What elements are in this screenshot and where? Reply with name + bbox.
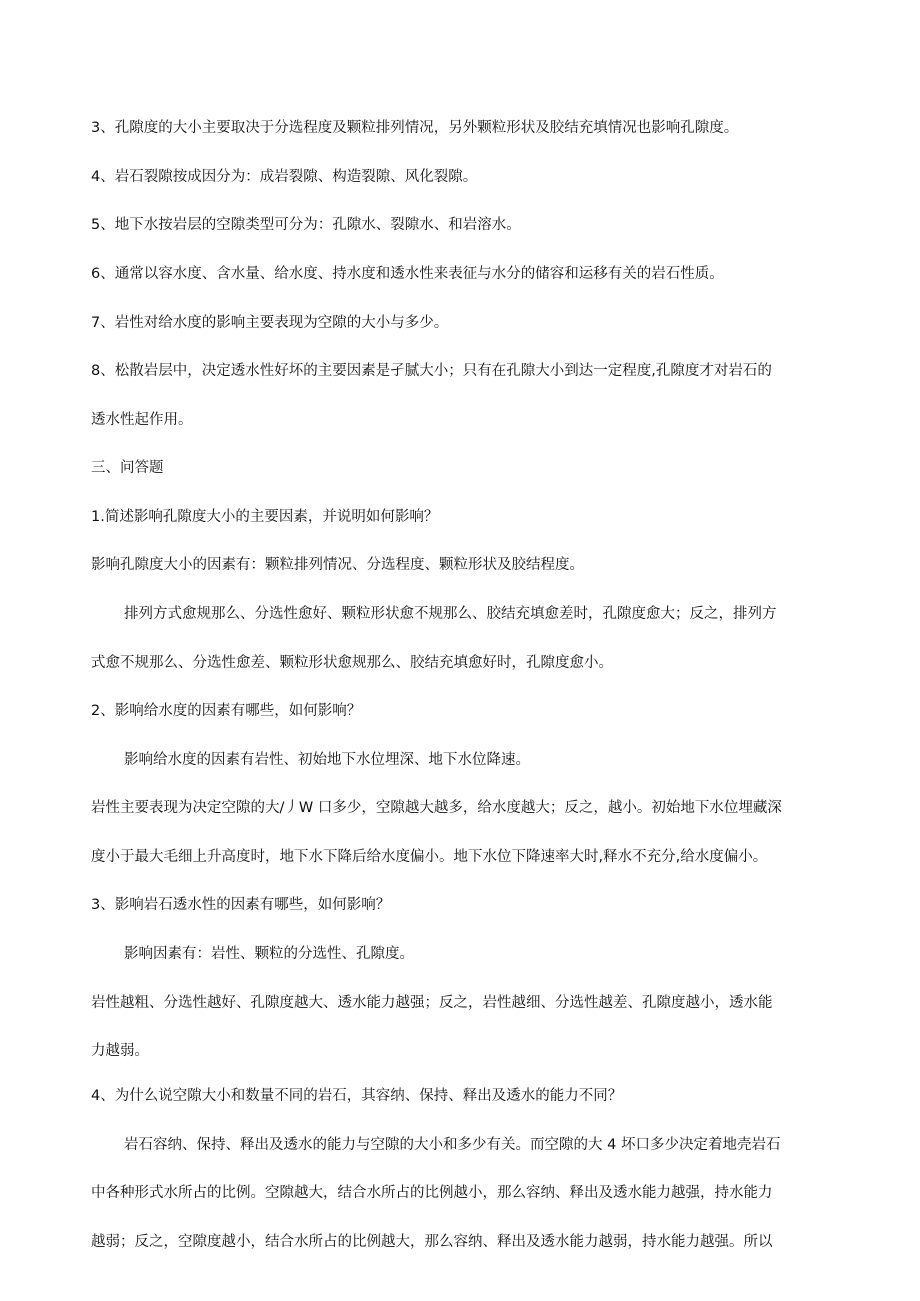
answer-4-detail-continued: 中各种形式水所占的比例。空隙越大，结合水所占的比例越小，那么容纳、释出及透水能力越强，持水能力 — [91, 1185, 773, 1201]
answer-1-detail-continued: 式愈不规那么、分选性愈差、颗粒形状愈规那么、胶结充填愈好时，孔隙度愈小。 — [91, 655, 613, 671]
paragraph-item-4: 4、岩石裂隙按成因分为：成岩裂隙、构造裂隙、风化裂隙。 — [91, 169, 478, 185]
question-4: 4、为什么说空隙大小和数量不同的岩石，其容纳、保持、释出及透水的能力不同？ — [91, 1088, 623, 1104]
question-2: 2、影响给水度的因素有哪些，如何影响？ — [91, 703, 362, 719]
answer-4-detail-continued-2: 越弱；反之，空隙度越小，结合水所占的比例越大，那么容纳、释出及透水能力越弱，持水能力越强。所以 — [91, 1234, 773, 1250]
paragraph-item-8-continued: 透水性起作用。 — [91, 412, 193, 428]
answer-2-summary: 影响给水度的因素有岩性、初始地下水位埋深、地下水位降速。 — [124, 752, 530, 768]
paragraph-item-3: 3、孔隙度的大小主要取决于分选程度及颗粒排列情况，另外颗粒形状及胶结充填情况也影响孔隙度。 — [91, 120, 739, 136]
section-heading: 三、问答题 — [91, 460, 164, 476]
question-3: 3、影响岩石透水性的因素有哪些，如何影响？ — [91, 897, 391, 913]
paragraph-item-6: 6、通常以容水度、含水量、给水度、持水度和透水性来表征与水分的储容和运移有关的岩石性质。 — [91, 266, 724, 282]
paragraph-item-8: 8、松散岩层中，决定透水性好坏的主要因素是孑腻大小；只有在孔隙大小到达一定程度,孔隙度才对岩石的 — [91, 363, 772, 379]
answer-3-summary: 影响因素有：岩性、颗粒的分选性、孔隙度。 — [124, 946, 414, 962]
paragraph-item-5: 5、地下水按岩层的空隙类型可分为：孔隙水、裂隙水、和岩溶水。 — [91, 217, 521, 233]
answer-2-detail-continued: 度小于最大毛细上升高度时，地下水下降后给水度偏小。地下水位下降速率大时,释水不充分,给水度偏小。 — [91, 849, 768, 865]
question-1: 1.简述影响孔隙度大小的主要因素，并说明如何影响？ — [91, 509, 439, 525]
answer-3-detail-continued: 力越弱。 — [91, 1043, 149, 1059]
answer-1-detail: 排列方式愈规那么、分选性愈好、颗粒形状愈不规那么、胶结充填愈差时，孔隙度愈大；反之，排列方 — [124, 606, 777, 622]
answer-2-detail: 岩性主要表现为决定空隙的大/丿W 口多少，空隙越大越多，给水度越大；反之，越小。初始地下水位埋藏深 — [91, 800, 782, 816]
answer-3-detail: 岩性越粗、分选性越好、孔隙度越大、透水能力越强；反之，岩性越细、分选性越差、孔隙度越小，透水能 — [91, 995, 773, 1011]
answer-1-summary: 影响孔隙度大小的因素有：颗粒排列情况、分选程度、颗粒形状及胶结程度。 — [91, 557, 584, 573]
paragraph-item-7: 7、岩性对给水度的影响主要表现为空隙的大小与多少。 — [91, 315, 449, 331]
answer-4-detail: 岩石容纳、保持、释出及透水的能力与空隙的大小和多少有关。而空隙的大 4 坏口多少决定着地壳岩石 — [124, 1137, 781, 1153]
